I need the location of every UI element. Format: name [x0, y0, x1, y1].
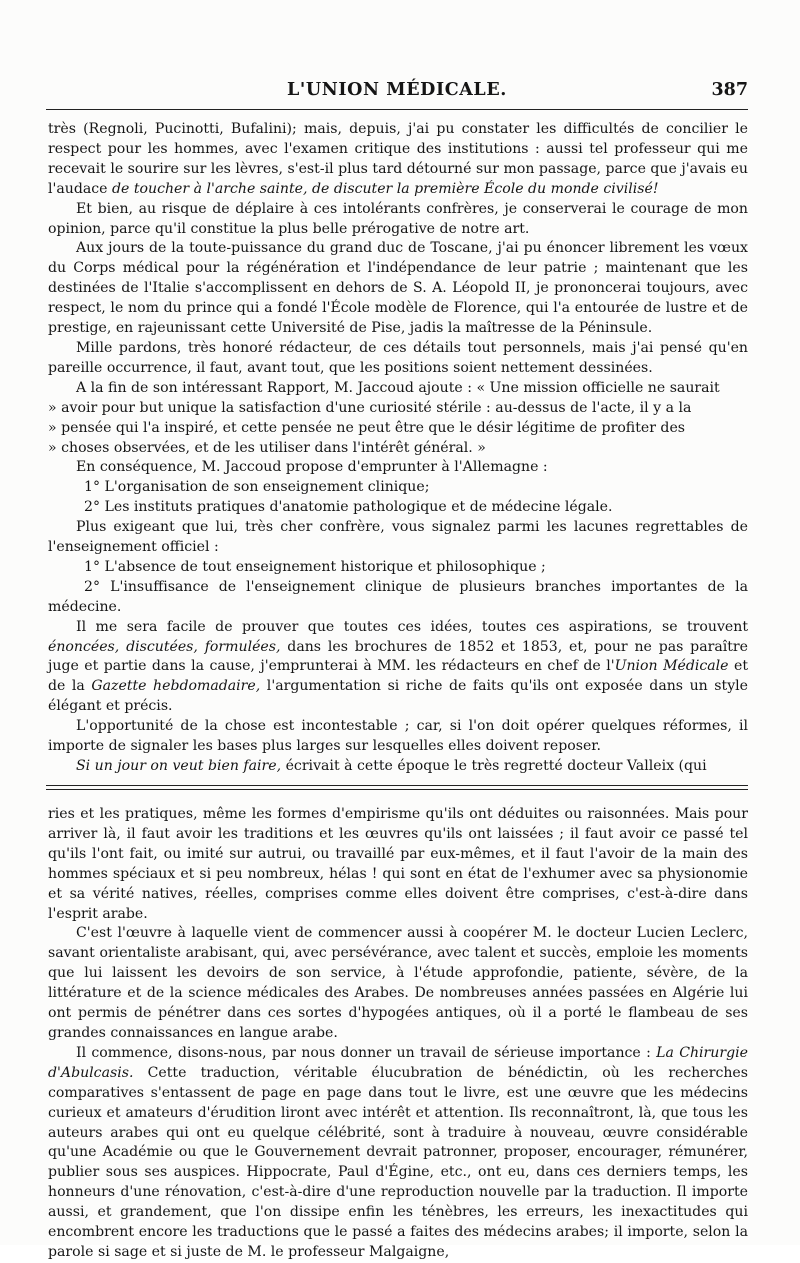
italic-run: Gazette hebdomadaire,	[91, 678, 261, 695]
paragraph	[48, 120, 748, 200]
text-run: Cette traduction, véritable élucubration de bénédictin, où les recherches comparatives s'entassent de page en page dans tout le livre, est une œuvre que les médecins curieux et amateurs d'érudition liront avec intérêt et attention. Ils reconnaîtront, là, que tous les auteurs arabes qui ont eu quelque célébrité, sont à traduire à nouveau, œuvre considérable qu'une Académie ou que le Gouvernement devrait patronner, proposer, encourager, rémunérer, publier sous ses auspices. Hippocrate, Paul d'Égine, etc., ont eu, dans ces derniers temps, les honneurs d'une rénovation, c'est-à-dire d'une reproduction nouvelle par la traduction. Il importe aussi, et grandement, que l'on dissipe enfin les ténèbres, les erreurs, les inexactitudes qui encombrent encore les traductions que le passé a faites des médecins arabes; il importe, selon la parole si sage et si juste de M. le professeur Malgaigne,	[48, 1064, 748, 1260]
quote-line: » choses observées, et de les utiliser dans l'intérêt général. »	[48, 439, 486, 456]
header-rule	[46, 109, 748, 110]
quote-line: » pensée qui l'a inspiré, et cette pensée ne peut être que le désir légitime de profiter des	[48, 419, 686, 436]
running-title: L'UNION MÉDICALE.	[287, 80, 507, 100]
feuilleton-section	[48, 805, 748, 1263]
section-divider	[46, 785, 748, 790]
italic-run: La Chirurgie d'Abulcasis.	[48, 1044, 748, 1081]
paragraph	[48, 1044, 748, 1263]
paragraph: Plus exigeant que lui, très cher confrère, vous signalez parmi les lacunes regrettables de l'enseignement officiel :	[48, 519, 748, 556]
italic-run: Si un jour on veut bien faire,	[76, 758, 282, 774]
quote-line: » avoir pour but unique la satisfaction d'une curiosité stérile : au-dessus de l'acte, il y a la	[48, 399, 692, 416]
paragraph: Aux jours de la toute-puissance du grand duc de Toscane, j'ai pu énoncer librement les vœux du Corps médical pour la régénération et l'indépendance de leur patrie ; maintenant que les destinées de l'Italie s'accomplissent en dehors de S. A. Léopold II, je prononcerai toujours, avec respect, le nom du prince qui a fondé l'École modèle de Florence, qui l'a entourée de lustre et de prestige, en rajeunissant cette Université de Pise, jadis la maîtresse de la Péninsule.	[48, 240, 748, 337]
page-number: 387	[711, 80, 748, 100]
paragraph: Et bien, au risque de déplaire à ces intolérants confrères, je conserverai le courage de mon opinion, parce qu'il constitue la plus belle prérogative de notre art.	[48, 200, 748, 237]
paragraph: A la fin de son intéressant Rapport, M. Jaccoud ajoute : « Une mission officielle ne saurait	[76, 379, 720, 396]
italic-run: énoncées, discutées, formulées,	[48, 638, 281, 655]
text-run: dans les brochures de 1852 et 1853, et, pour ne pas paraître juge et partie dans la cause, j'emprunterai à MM. les rédacteurs en chef de l'	[48, 638, 748, 675]
text-run: écrivait à cette époque le très regretté docteur Valleix (qui	[281, 758, 707, 774]
text-run: Il me sera facile de prouver que toutes ces idées, toutes ces aspirations, se trouvent	[76, 618, 748, 635]
paragraph: Mille pardons, très honoré rédacteur, de ces détails tout personnels, mais j'ai pensé qu'en pareille occurrence, il faut, avant tout, que les positions soient nettement dessinées.	[48, 339, 748, 376]
paragraph: L'opportunité de la chose est incontestable ; car, si l'on doit opérer quelques réformes, il importe de signaler les bases plus larges sur lesquelles elles doivent reposer.	[48, 718, 748, 755]
paragraph: C'est l'œuvre à laquelle vient de commencer aussi à coopérer M. le docteur Lucien Leclerc, savant orientaliste arabisant, qui, avec persévérance, avec talent et succès, emploie les moments que lui laissent les devoirs de son service, à l'étude approfondie, patiente, sévère, de la littérature et de la science médicales des Arabes. De nombreuses années passées en Algérie lui ont permis de pénétrer dans ces sortes d'hypogées antiques, où il a porté le flambeau de ses grandes connaissances en langue arabe.	[48, 925, 748, 1041]
paragraph	[48, 618, 748, 718]
page-header	[46, 76, 748, 104]
text-run: très (Regnoli, Pucinotti, Bufalini); mais, depuis, j'ai pu constater les difficultés de concilier le respect pour les hommes, avec l'examen critique des institutions : aussi tel professeur qui me recevait le sourire sur les lèvres, s'est-il plus tard détourné sur mon passage, parce que j'avais eu l'audace	[48, 121, 748, 197]
text-run: Il commence, disons-nous, par nous donner un travail de sérieuse importance :	[76, 1044, 657, 1061]
italic-run: de toucher à l'arche sainte, de discuter la première École du monde civilisé!	[112, 180, 659, 197]
text-run: et de la	[48, 658, 748, 695]
list-item: 1° L'organisation de son enseignement clinique;	[84, 479, 430, 496]
list-item: 2° L'insuffisance de l'enseignement clinique de plusieurs branches importantes de la médecine.	[48, 578, 748, 615]
italic-run: Union Médicale	[614, 658, 729, 675]
letter-section	[48, 120, 748, 777]
paragraph: En conséquence, M. Jaccoud propose d'emprunter à l'Allemagne :	[76, 459, 548, 476]
paragraph	[48, 757, 748, 777]
list-item: 1° L'absence de tout enseignement historique et philosophique ;	[84, 558, 546, 575]
text-run: l'argumentation si riche de faits qu'ils ont exposée dans un style élégant et précis.	[48, 678, 748, 715]
list-item: 2° Les instituts pratiques d'anatomie pathologique et de médecine légale.	[84, 499, 613, 516]
paragraph: ries et les pratiques, même les formes d'empirisme qu'ils ont déduites ou raisonnées. Mais pour arriver là, il faut avoir les traditions et les œuvres qu'ils ont laissées ; il faut avoir ce passé tel qu'ils l'ont fait, ou imité sur autrui, ou travaillé par eux-mêmes, et il faut l'avoir de la main des hommes spéciaux et si peu nombreux, hélas ! qui sont en état de l'exhumer avec sa physionomie et sa vérité natives, réelles, comprises comme elles doivent être comprises, c'est-à-dire dans l'esprit arabe.	[48, 806, 748, 922]
